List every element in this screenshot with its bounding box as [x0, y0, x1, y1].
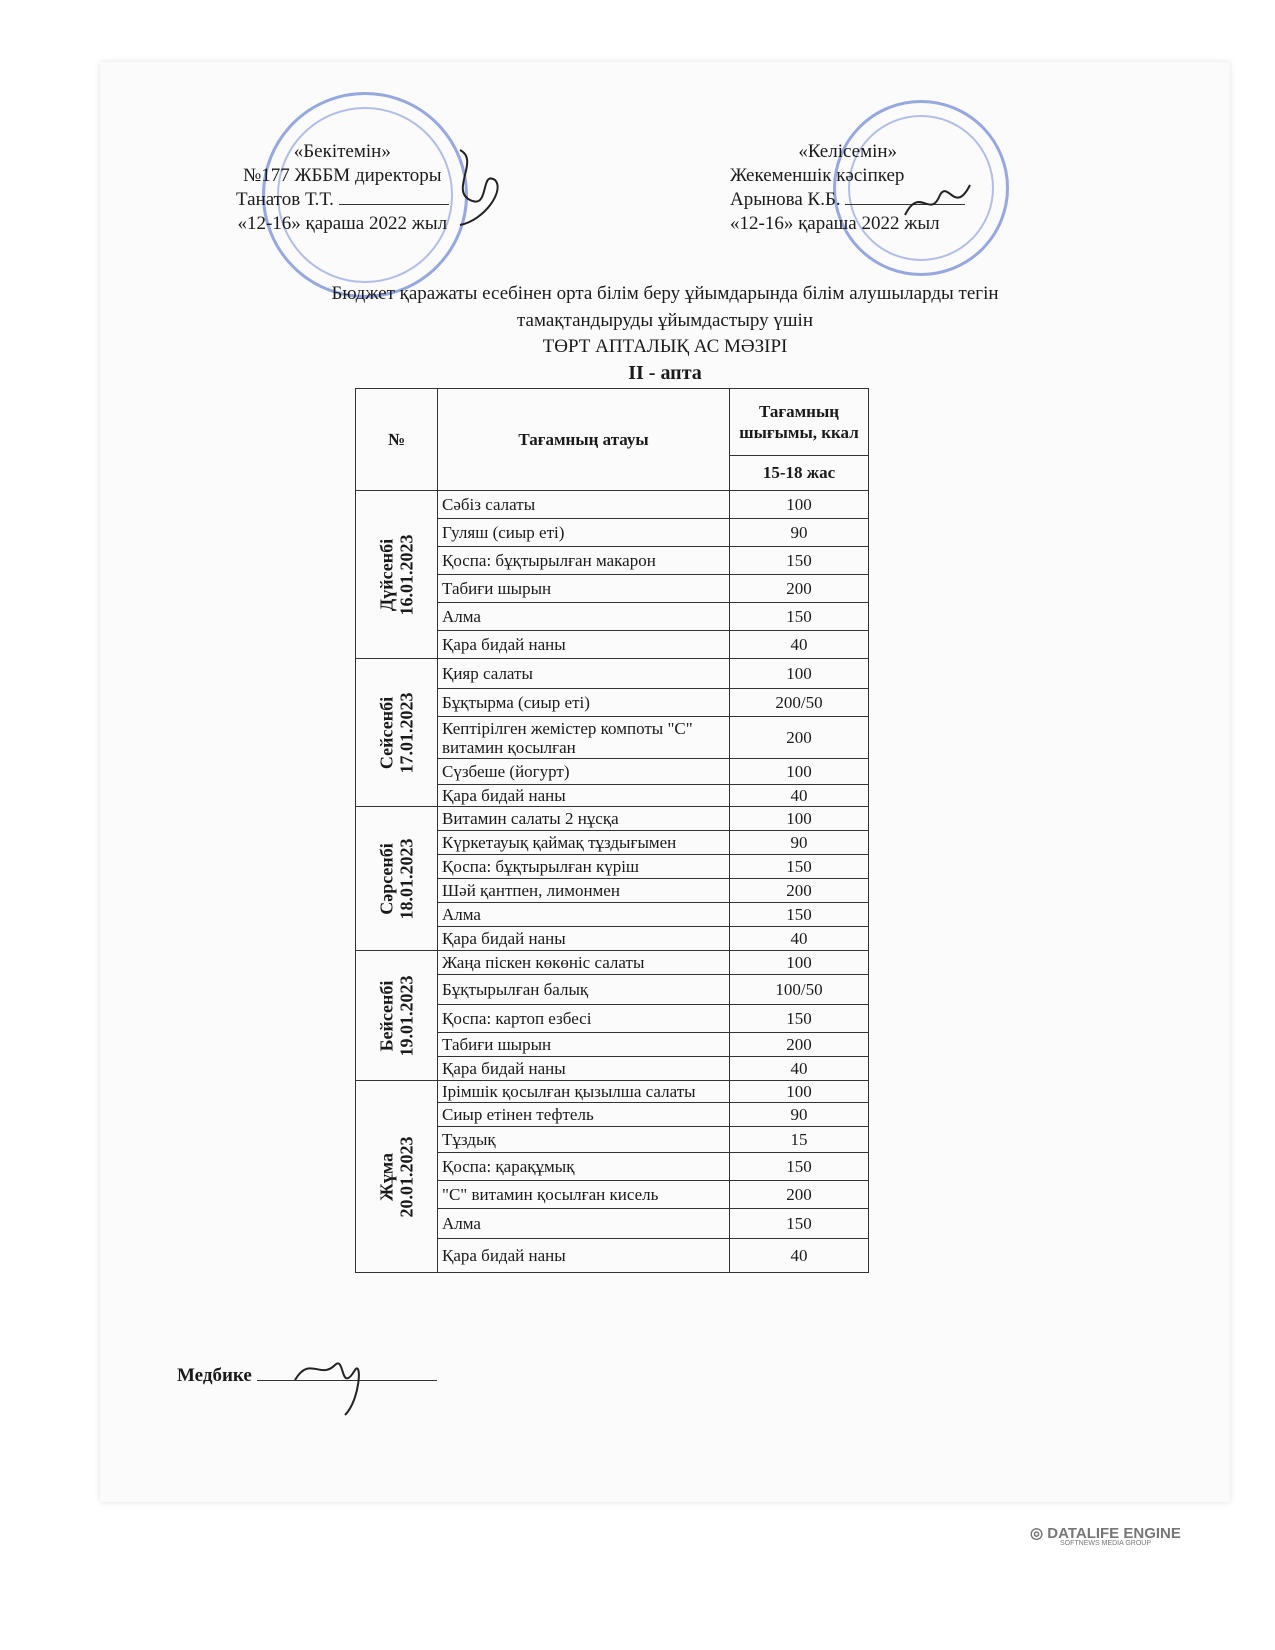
dish-yield: 200 — [730, 575, 869, 603]
col-header-name: Тағамның атауы — [438, 389, 730, 491]
dish-name: Қара бидай наны — [438, 1239, 730, 1273]
dish-yield: 40 — [730, 1239, 869, 1273]
day-name: Сейсенбі — [376, 696, 397, 769]
dish-yield: 200/50 — [730, 689, 869, 717]
approval-name: Танатов Т.Т. — [236, 188, 449, 212]
dish-yield: 150 — [730, 1209, 869, 1239]
dish-yield: 100 — [730, 491, 869, 519]
dish-yield: 150 — [730, 1005, 869, 1033]
week-label: II - апта — [628, 362, 702, 384]
table-row — [356, 659, 869, 689]
dish-name: Күркетауық қаймақ тұздығымен — [438, 831, 730, 855]
dish-yield: 90 — [730, 831, 869, 855]
doc-title-main: ТӨРТ АПТАЛЫҚ АС МӘЗІРІ — [542, 336, 788, 357]
agreement-position: Жекеменшік кәсіпкер — [730, 165, 905, 186]
dish-name: Қара бидай наны — [438, 1057, 730, 1081]
agreement-name: Арынова К.Б. — [730, 188, 965, 212]
watermark-logo: ◎ DATALIFE ENGINE SOFTNEWS MEDIA GROUP — [1030, 1525, 1181, 1547]
dish-name: Қоспа: картоп езбесі — [438, 1005, 730, 1033]
table-row — [356, 951, 869, 975]
dish-yield: 40 — [730, 927, 869, 951]
day-date: 19.01.2023 — [396, 975, 417, 1056]
dish-yield: 40 — [730, 785, 869, 807]
dish-name: Жаңа піскен көкөніс салаты — [438, 951, 730, 975]
dish-name: Витамин салаты 2 нұсқа — [438, 807, 730, 831]
dish-name: Қара бидай наны — [438, 785, 730, 807]
dish-name: Қоспа: бұқтырылған күріш — [438, 855, 730, 879]
dish-yield: 150 — [730, 603, 869, 631]
dish-yield: 90 — [730, 1103, 869, 1127]
col-header-yield: Тағамның шығымы, ккал — [730, 389, 869, 456]
dish-name: Тұздық — [438, 1127, 730, 1153]
dish-name: Қияр салаты — [438, 659, 730, 689]
dish-yield: 40 — [730, 631, 869, 659]
dish-yield: 200 — [730, 1033, 869, 1057]
dish-name: Сәбіз салаты — [438, 491, 730, 519]
day-name: Жұма — [376, 1152, 397, 1201]
dish-name: Сиыр етінен тефтель — [438, 1103, 730, 1127]
dish-yield: 100 — [730, 659, 869, 689]
day-cell — [356, 491, 438, 659]
dish-name: Табиғи шырын — [438, 1033, 730, 1057]
dish-yield: 100 — [730, 759, 869, 785]
dish-yield: 150 — [730, 1153, 869, 1181]
entrepreneur-signature — [900, 175, 980, 225]
nurse-signature — [290, 1340, 380, 1420]
day-cell — [356, 807, 438, 951]
dish-yield: 100 — [730, 807, 869, 831]
col-header-number: № — [356, 389, 438, 491]
doc-title-line2: тамақтандыруды ұйымдастыру үшін — [517, 310, 813, 331]
day-date: 17.01.2023 — [396, 692, 417, 773]
day-cell — [356, 951, 438, 1081]
table-row — [356, 807, 869, 831]
col-header-age: 15-18 жас — [730, 456, 869, 491]
dish-name: Алма — [438, 1209, 730, 1239]
dish-name: Алма — [438, 903, 730, 927]
dish-name: Сүзбеше (йогурт) — [438, 759, 730, 785]
dish-name: Қоспа: бұқтырылған макарон — [438, 547, 730, 575]
dish-yield: 150 — [730, 855, 869, 879]
dish-name: Бұқтырма (сиыр еті) — [438, 689, 730, 717]
approval-heading: «Бекітемін» — [293, 141, 391, 162]
day-name: Бейсенбі — [376, 980, 397, 1051]
director-signature — [440, 140, 510, 230]
dish-yield: 200 — [730, 879, 869, 903]
dish-name: Ірімшік қосылған қызылша салаты — [438, 1081, 730, 1103]
day-name: Дүйсенбі — [376, 538, 397, 611]
dish-yield: 100 — [730, 951, 869, 975]
dish-name: Қара бидай наны — [438, 927, 730, 951]
day-cell — [356, 1081, 438, 1273]
agreement-heading: «Келісемін» — [798, 141, 898, 162]
dish-yield: 100/50 — [730, 975, 869, 1005]
dish-yield: 200 — [730, 717, 869, 759]
dish-name: Алма — [438, 603, 730, 631]
doc-title-line1: Бюджет қаражаты есебінен орта білім беру ұйымдарында білім алушыларды тегін — [331, 283, 999, 304]
approval-block — [236, 140, 449, 236]
table-row — [356, 491, 869, 519]
dish-yield: 150 — [730, 903, 869, 927]
dish-name: Қара бидай наны — [438, 631, 730, 659]
dish-name: Бұқтырылған балық — [438, 975, 730, 1005]
day-date: 18.01.2023 — [396, 838, 417, 919]
nurse-label: Медбике — [177, 1365, 252, 1386]
dish-name: Шәй қантпен, лимонмен — [438, 879, 730, 903]
day-name: Сәрсенбі — [376, 842, 397, 915]
dish-name: Табиғи шырын — [438, 575, 730, 603]
dish-yield: 40 — [730, 1057, 869, 1081]
dish-name: Гуляш (сиыр еті) — [438, 519, 730, 547]
dish-yield: 200 — [730, 1181, 869, 1209]
approval-position: №177 ЖББМ директоры — [243, 165, 442, 186]
menu-table — [355, 388, 869, 1273]
dish-name: "С" витамин қосылған кисель — [438, 1181, 730, 1209]
dish-yield: 100 — [730, 1081, 869, 1103]
dish-yield: 15 — [730, 1127, 869, 1153]
dish-yield: 150 — [730, 547, 869, 575]
dish-name: Кептірілген жемістер компоты "С" витамин қосылған — [438, 717, 730, 759]
dish-name: Қоспа: қарақұмық — [438, 1153, 730, 1181]
table-row — [356, 1081, 869, 1103]
day-date: 20.01.2023 — [396, 1136, 417, 1217]
approval-date: «12-16» қараша 2022 жыл — [237, 213, 448, 234]
day-date: 16.01.2023 — [396, 534, 417, 615]
day-cell — [356, 659, 438, 807]
dish-yield: 90 — [730, 519, 869, 547]
agreement-date: «12-16» қараша 2022 жыл — [730, 213, 940, 234]
